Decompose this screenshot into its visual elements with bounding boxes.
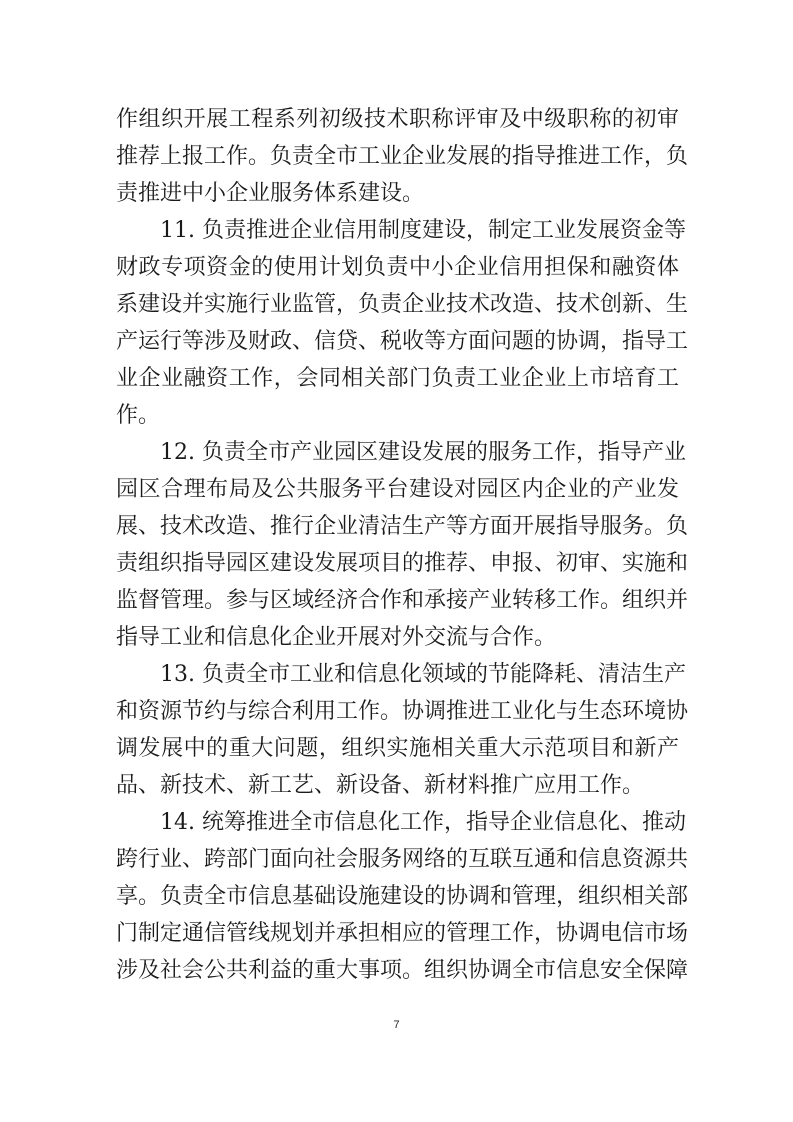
text-line: 园区合理布局及公共服务平台建设对园区内企业的产业发 (116, 477, 679, 502)
text-line: 业企业融资工作，会同相关部门负责工业企业上市培育工 (116, 366, 679, 391)
text-line: 推荐上报工作。负责全市工业企业发展的指导推进工作，负 (116, 144, 689, 169)
text-line: 产运行等涉及财政、信贷、税收等方面问题的协调，指导工 (116, 329, 689, 354)
paragraph-item-13 (116, 656, 689, 804)
text-line: 指导工业和信息化企业开展对外交流与合作。 (116, 625, 557, 650)
text-line: 14. 统筹推进全市信息化工作，指导企业信息化、推动 (160, 810, 686, 835)
page-number: 7 (393, 1019, 400, 1031)
text-line: 享。负责全市信息基础设施建设的协调和管理，组织相关部 (116, 884, 689, 909)
text-line: 涉及社会公共利益的重大事项。组织协调全市信息安全保障 (116, 958, 689, 983)
text-line: 展、技术改造、推行企业清洁生产等方面开展指导服务。负 (116, 514, 689, 539)
text-line: 财政专项资金的使用计划负责中小企业信用担保和融资体 (116, 255, 679, 280)
text-line: 跨行业、跨部门面向社会服务网络的互联互通和信息资源共 (116, 847, 689, 872)
text-line: 作组织开展工程系列初级技术职称评审及中级职称的初审 (116, 107, 679, 132)
text-line: 责组织指导园区建设发展项目的推荐、申报、初审、实施和 (116, 551, 689, 576)
text-line: 作。 (116, 403, 161, 428)
text-line: 13. 负责全市工业和信息化领域的节能降耗、清洁生产 (160, 662, 686, 687)
text-line: 11. 负责推进企业信用制度建设，制定工业发展资金等 (160, 218, 686, 243)
text-line: 品、新技术、新工艺、新设备、新材料推广应用工作。 (116, 773, 645, 798)
text-line: 监督管理。参与区域经济合作和承接产业转移工作。组织并 (116, 588, 689, 613)
paragraph-item-12 (116, 434, 689, 656)
paragraph-intro-continued (116, 101, 689, 212)
text-line: 和资源节约与综合利用工作。协调推进工业化与生态环境协 (116, 699, 689, 724)
paragraph-item-11 (116, 212, 689, 434)
text-line: 门制定通信管线规划并承担相应的管理工作，协调电信市场 (116, 921, 689, 946)
paragraph-item-14 (116, 804, 689, 989)
text-line: 12. 负责全市产业园区建设发展的服务工作，指导产业 (160, 440, 686, 465)
text-line: 调发展中的重大问题，组织实施相关重大示范项目和新产 (116, 736, 679, 761)
text-line: 责推进中小企业服务体系建设。 (116, 181, 425, 206)
document-body (116, 101, 689, 989)
text-line: 系建设并实施行业监管，负责企业技术改造、技术创新、生 (116, 292, 689, 317)
